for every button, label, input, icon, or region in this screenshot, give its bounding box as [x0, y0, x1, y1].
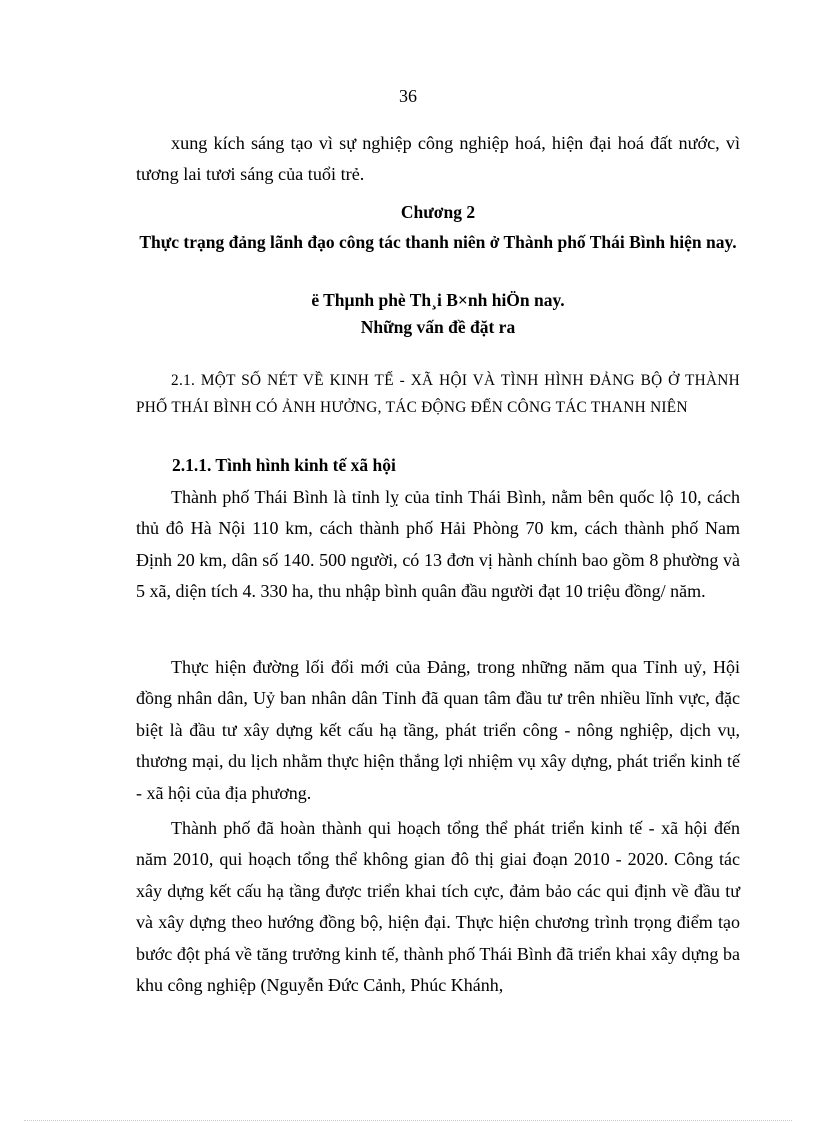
body-paragraph: Thành phố Thái Bình là tỉnh lỵ của tỉnh Thái Bình, nằm bên quốc lộ 10, cách thủ đô Hà Nội 110 km, cách thành phố Hải Phòng 70 km, cách thành phố Nam Định 20 km, dân số 140. 500 người, có 13 đơn vị hành chính bao gồm 8 phường và 5 xã, diện tích 4. 330 ha, thu nhập bình quân đầu người đạt 10 triệu đồng/ năm. [136, 487, 740, 602]
chapter-subtitle: Những vấn đề đặt ra [360, 317, 516, 337]
page-number: 36 [399, 86, 417, 106]
body-paragraph: Thực hiện đường lối đổi mới của Đảng, trong những năm qua Tỉnh uỷ, Hội đồng nhân dân, Uỷ ban nhân dân Tỉnh đã quan tâm đầu tư trên nhiều lĩnh vực, đặc biệt là đầu tư xây dựng kết cấu hạ tầng, phát triển công - nông nghiệp, dịch vụ, thương mại, du lịch nhằm thực hiện thắng lợi nhiệm vụ xây dựng, phát triển kinh tế - xã hội của địa phương. [136, 657, 740, 803]
page-bottom-border [24, 1120, 792, 1121]
body-paragraph: Thành phố đã hoàn thành qui hoạch tổng thể phát triển kinh tế - xã hội đến năm 2010, qui hoạch tổng thể không gian đô thị giai đoạn 2010 - 2020. Công tác xây dựng kết cấu hạ tầng được triển khai tích cực, đảm bảo các qui định về đầu tư và xây dựng theo hướng đồng bộ, hiện đại. Thực hiện chương trình trọng điểm tạo bước đột phá về tăng trưởng kinh tế, thành phố Thái Bình đã triển khai xây dựng ba khu công nghiệp (Nguyễn Đức Cảnh, Phúc Khánh, [136, 818, 740, 996]
chapter-title: Thực trạng đảng lãnh đạo công tác thanh niên ở Thành phố Thái Bình hiện nay. [139, 232, 737, 252]
continuation-paragraph: xung kích sáng tạo vì sự nghiệp công nghiệp hoá, hiện đại hoá đất nước, vì tương lai tươi sáng của tuổi trẻ. [136, 133, 740, 185]
chapter-label: Chương 2 [400, 202, 476, 222]
section-heading: 2.1. MỘT SỐ NÉT VỀ KINH TẾ - XÃ HỘI VÀ TÌNH HÌNH ĐẢNG BỘ Ở THÀNH PHỐ THÁI BÌNH CÓ ẢNH HƯỞNG, TÁC ĐỘNG ĐẾN CÔNG TÁC THANH NIÊN [136, 372, 740, 416]
chapter-title-garbled: ë Thµnh phè Th¸i B×nh hiÖn nay. [311, 290, 565, 310]
subsection-heading: 2.1.1. Tình hình kinh tế xã hội [172, 455, 396, 475]
